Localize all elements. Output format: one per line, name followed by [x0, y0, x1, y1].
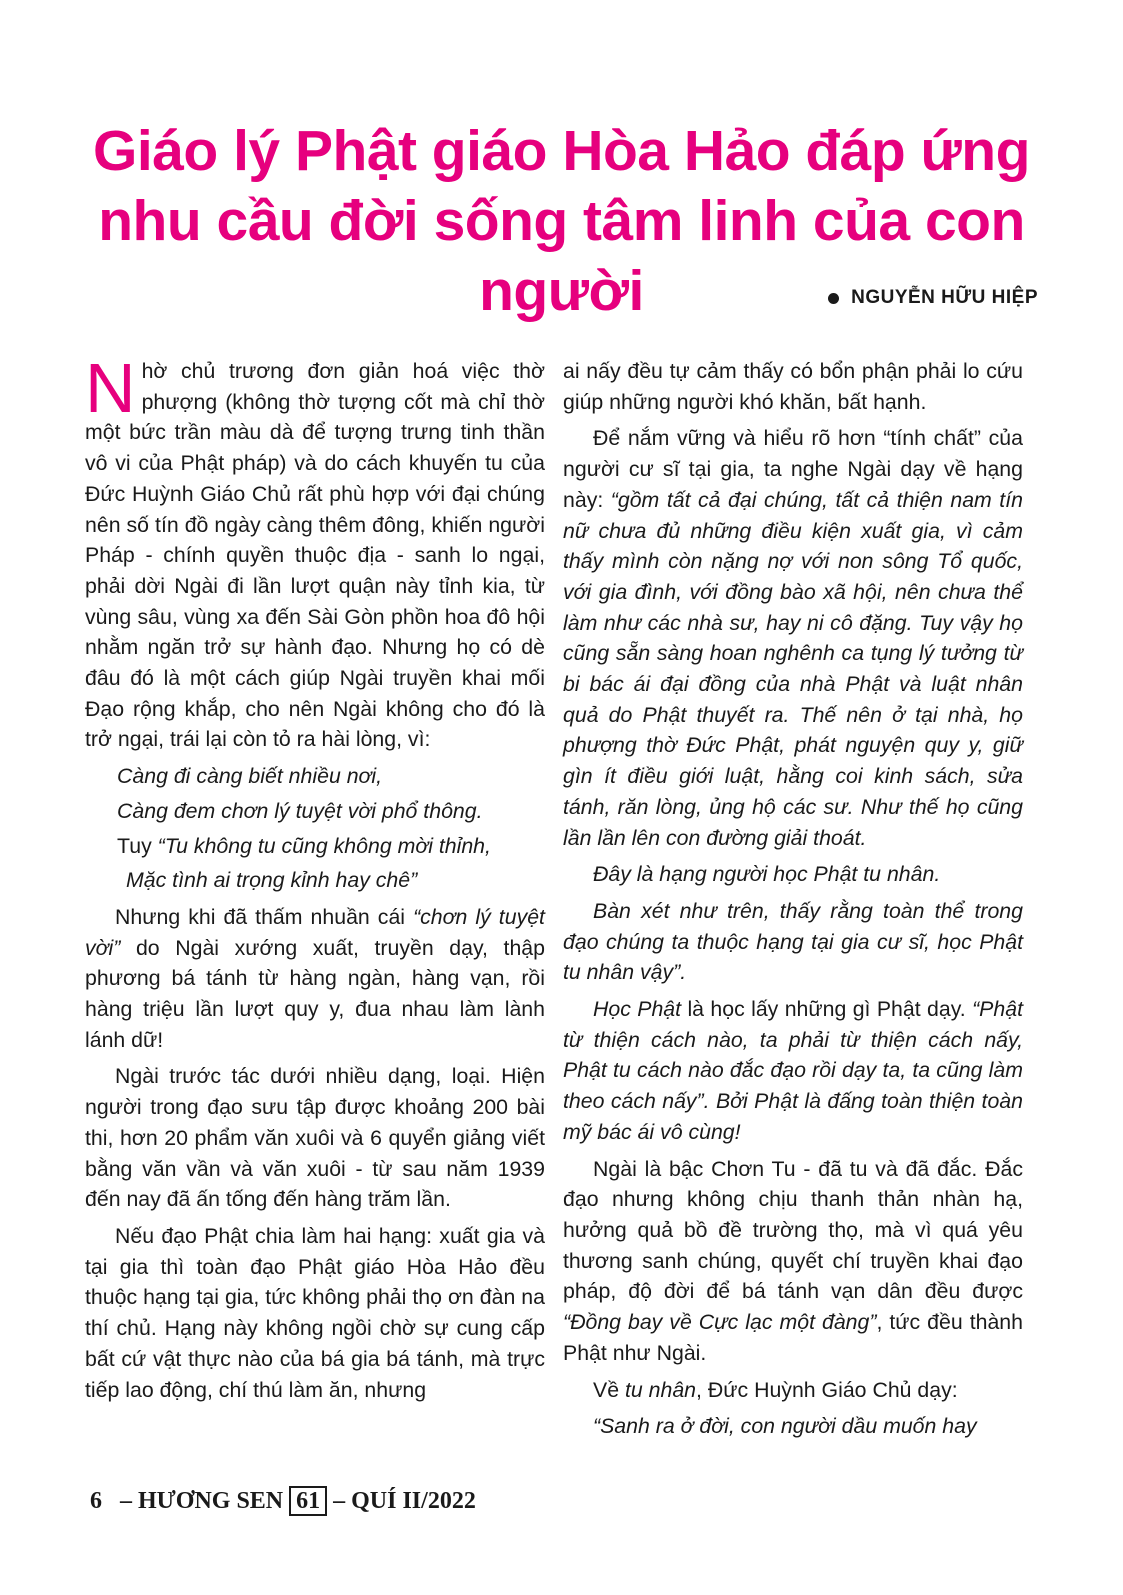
paragraph: ai nấy đều tự cảm thấy có bổn phận phải lo cứu giúp những người khó khăn, bất hạnh.	[563, 359, 1023, 414]
page-number: 6	[90, 1487, 102, 1514]
paragraph: Bàn xét như trên, thấy rằng toàn thể trong đạo chúng ta thuộc hạng tại gia cư sĩ, học Phật tu nhân vậy”.	[563, 898, 1023, 985]
paragraph: Nếu đạo Phật chia làm hai hạng: xuất gia và tại gia thì toàn đạo Phật giáo Hòa Hảo đều thuộc hạng tại gia, tức không phải thọ ơn đàn na thí chủ. Hạng này không ngồi chờ sự cung cấp bất cứ vật thực nào của bá gia bá tánh, mà trực tiếp lao động, chí thú làm ăn, nhưng	[85, 1223, 545, 1402]
issue-date: – QUÍ II/2022	[333, 1487, 476, 1514]
verse-line: Tuy “Tu không tu cũng không mời thỉnh,	[117, 833, 491, 858]
author-name: NGUYỄN HỮU HIỆP	[851, 287, 1038, 308]
right-column	[563, 356, 1023, 1448]
left-column	[85, 349, 545, 1411]
paragraph: Ngài là bậc Chơn Tu - đã tu và đã đắc. Đắc đạo nhưng không chịu thanh thản nhàn hạ, hưởng quả bồ đề trường thọ, mà vì quá yêu thương sanh chúng, quyết chí truyền khai đạo pháp, độ đời để bá tánh vạn dân đều được “Đồng bay về Cực lạc một đàng”, tức đều thành Phật như Ngài.	[563, 1156, 1023, 1365]
drop-cap: N	[85, 349, 136, 427]
verse-line: Càng đi càng biết nhiều nơi,	[117, 764, 383, 789]
verse-line: Mặc tình ai trọng kỉnh hay chê”	[126, 868, 418, 893]
paragraph: Học Phật là học lấy những gì Phật dạy. “Phật từ thiện cách nào, ta phải từ thiện cách nấy, Phật tu cách nào đắc đạo rồi dạy ta, ta cũng làm theo cách nấy”. Bởi Phật là đấng toàn thiện toàn mỹ bác ái vô cùng!	[563, 997, 1023, 1144]
paragraph: Để nắm vững và hiểu rõ hơn “tính chất” của người cư sĩ tại gia, ta nghe Ngài dạy về hạng này: “gồm tất cả đại chúng, tất cả thiện nam tín nữ chưa đủ những điều kiện xuất gia, vì cảm thấy mình còn nặng nợ với non sông Tổ quốc, với gia đình, với đồng bào xã hội, nên chưa thể làm như các nhà sư, hay ni cô đặng. Tuy vậy họ cũng sẵn sàng hoan nghênh ca tụng lý tưởng từ bi bác ái đại đồng của nhà Phật và luật nhân quả do Phật thuyết ra. Thế nên ở tại nhà, họ phượng thờ Đức Phật, phát nguyện quy y, giữ gìn ít điều giới luật, hằng coi kinh sách, sửa tánh, răn lòng, ủng hộ các sư. Như thế họ cũng lần lần lên con đường giải thoát.	[563, 426, 1023, 850]
issue-number: 61	[289, 1486, 327, 1516]
paragraph: “Sanh ra ở đời, con người dầu muốn hay	[593, 1414, 977, 1439]
paragraph: Nhờ chủ trương đơn giản hoá việc thờ phượng (không thờ tượng cốt mà chỉ thờ một bức trần màu dà để tượng trưng tinh thần vô vi của Phật pháp) và do cách khuyến tu của Đức Huỳnh Giáo Chủ rất phù hợp với đại chúng nên số tín đồ ngày càng thêm đông, khiến người Pháp - chính quyền thuộc địa - sanh lo ngại, phải dời Ngài đi lần lượt quận này tỉnh kia, từ vùng sâu, vùng xa đến Sài Gòn phồn hoa đô hội nhằm ngăn trở sự hành đạo. Nhưng họ có dè đâu đó là một cách giúp Ngài truyền khai mối Đạo rộng khắp, cho nên Ngài không cho đó là trở ngại, trái lại còn tỏ ra hài lòng, vì:	[85, 349, 545, 752]
paragraph: Về tu nhân, Đức Huỳnh Giáo Chủ dạy:	[593, 1377, 958, 1402]
verse-line: Càng đem chơn lý tuyệt vời phổ thông.	[117, 798, 483, 823]
page-footer	[90, 1486, 476, 1516]
bullet-icon	[828, 293, 839, 304]
byline	[828, 287, 1038, 309]
paragraph: Nhưng khi đã thấm nhuần cái “chơn lý tuyệt vời” do Ngài xướng xuất, truyền dạy, thập phương bá tánh từ hàng ngàn, hàng vạn, rồi hàng triệu lần lượt quy y, đua nhau làm lành lánh dữ!	[85, 904, 545, 1052]
paragraph: Đây là hạng người học Phật tu nhân.	[593, 862, 941, 887]
paragraph: Ngài trước tác dưới nhiều dạng, loại. Hiện người trong đạo sưu tập được khoảng 200 bài thi, hơn 20 phẩm văn xuôi và 6 quyển giảng viết bằng văn vần và văn xuôi - từ sau năm 1939 đến nay đã ấn tống đến hàng trăm lần.	[85, 1064, 545, 1212]
title-line-1: Giáo lý Phật giáo Hòa Hảo đáp ứng	[93, 119, 1030, 183]
title-line-2: nhu cầu đời sống tâm linh của con người	[98, 189, 1025, 323]
magazine-name: – HƯƠNG SEN	[120, 1487, 284, 1514]
